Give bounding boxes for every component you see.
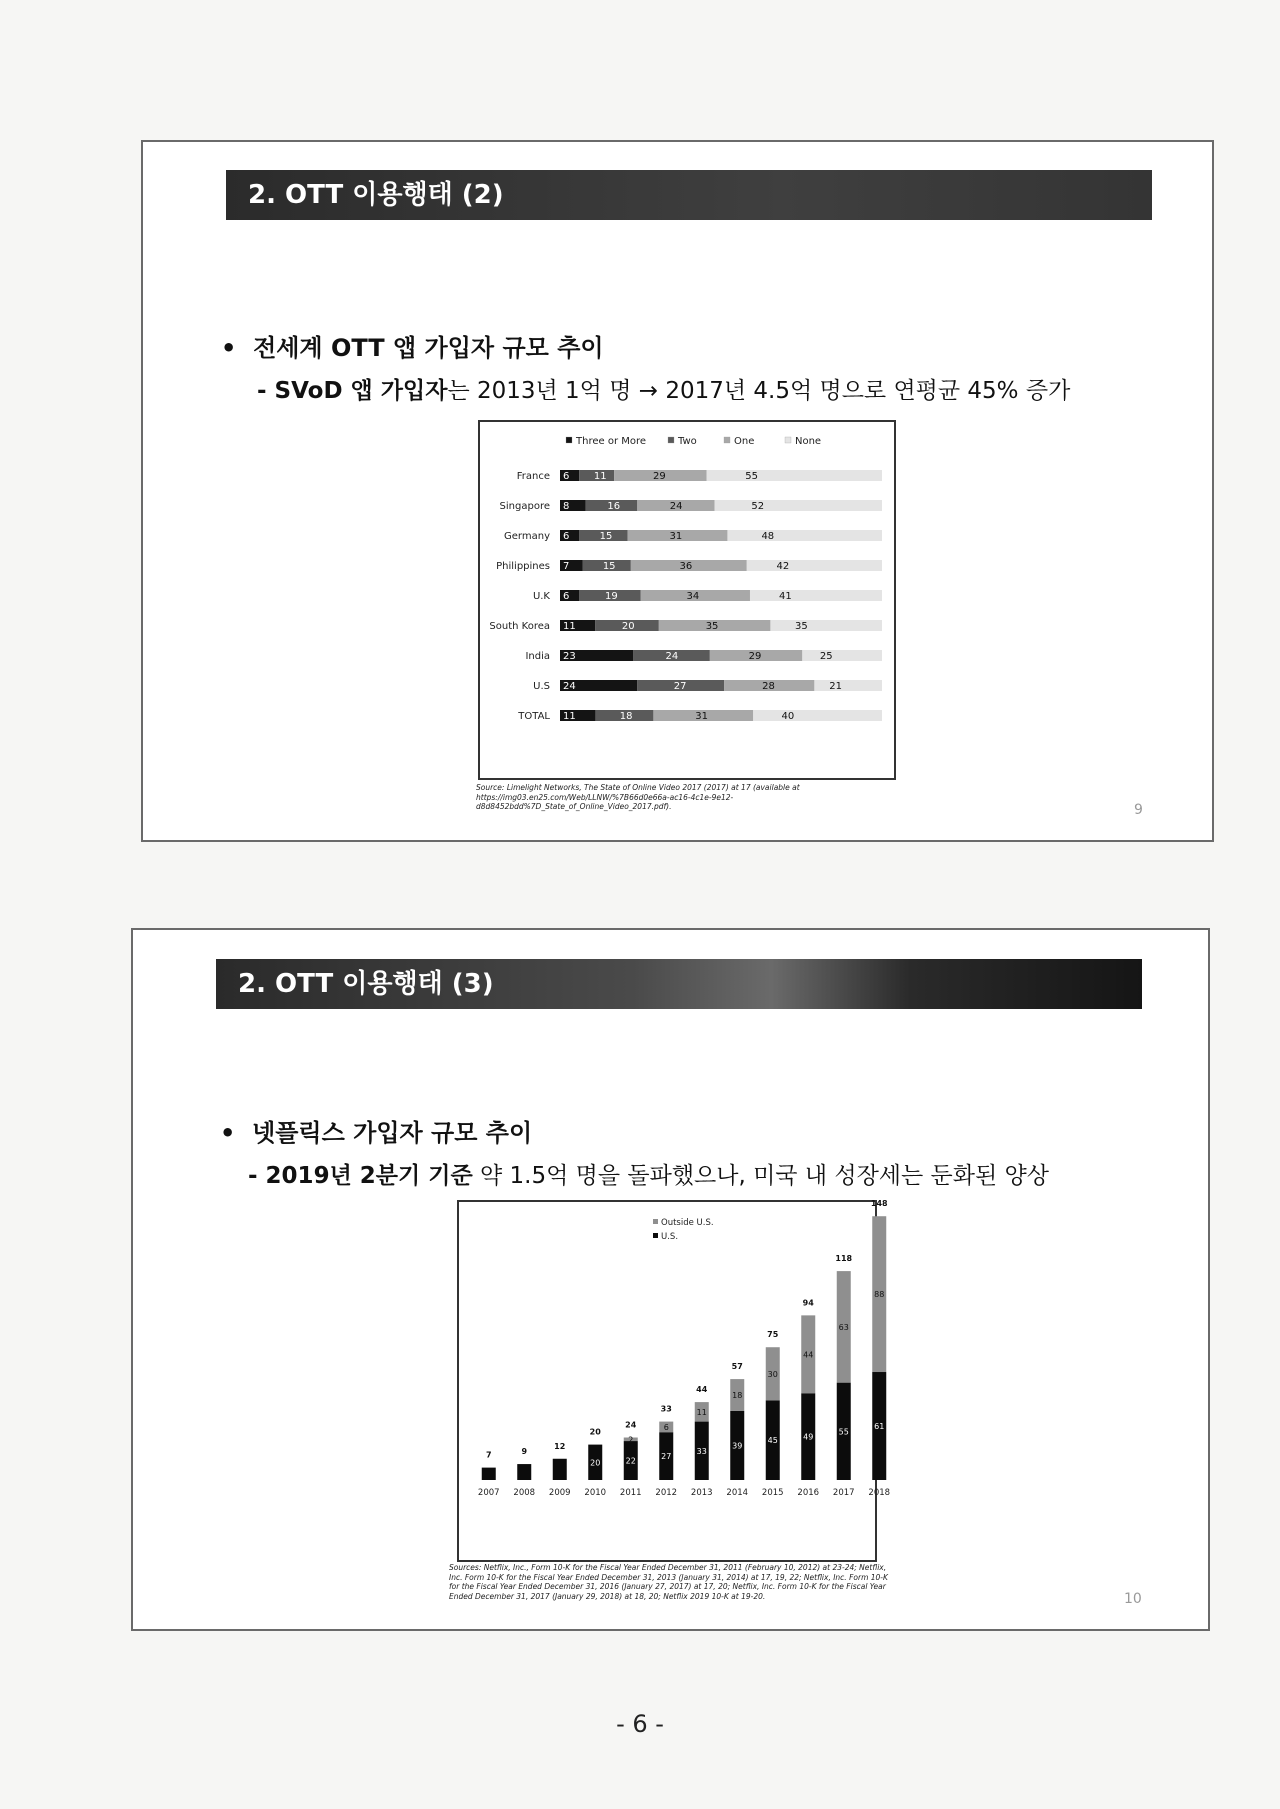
outside-us-label: 44	[803, 1350, 814, 1360]
slide-page-number: 9	[1134, 802, 1143, 818]
sub-point-bold: - SVoD 앱 가입자	[257, 378, 448, 404]
legend-label: None	[795, 436, 822, 447]
legend-swatch	[566, 437, 572, 443]
total-label: 20	[589, 1427, 601, 1437]
bar-segment	[753, 710, 882, 721]
legend-swatch	[653, 1233, 658, 1238]
us-label: 45	[767, 1436, 778, 1446]
data-label: 15	[602, 561, 616, 572]
legend-swatch	[785, 437, 791, 443]
outside-us-label: 18	[732, 1391, 743, 1401]
us-label: 20	[590, 1458, 601, 1468]
data-label: 8	[563, 501, 570, 512]
total-label: 75	[767, 1330, 779, 1340]
outside-us-label: 2	[628, 1435, 634, 1445]
category-label: Singapore	[499, 501, 550, 512]
total-label: 57	[731, 1362, 743, 1372]
data-label: 6	[563, 531, 570, 542]
data-label: 20	[621, 621, 635, 632]
data-label: 28	[762, 681, 775, 692]
data-label: 31	[695, 711, 709, 722]
data-label: 31	[669, 531, 683, 542]
data-label: 23	[563, 651, 576, 662]
data-label: 15	[599, 531, 613, 542]
slide-title: 2. OTT 이용행태 (3)	[216, 959, 1142, 1009]
bar-segment	[750, 590, 882, 601]
total-label: 44	[696, 1385, 708, 1395]
legend-swatch	[653, 1219, 658, 1224]
category-label: South Korea	[489, 621, 550, 632]
data-label: 29	[748, 651, 762, 662]
x-tick-label: 2014	[726, 1488, 749, 1498]
chart1-svg	[480, 422, 894, 778]
source-line: for the Fiscal Year Ended December 31, 2016 (January 27, 2017) at 17, 20; Netflix, Inc. Form 10-K for the Fiscal Year	[449, 1582, 886, 1591]
data-label: 55	[745, 471, 758, 482]
data-label: 29	[653, 471, 666, 482]
bar-segment	[802, 650, 882, 661]
us-label: 49	[803, 1432, 814, 1442]
data-label: 25	[819, 651, 833, 662]
x-tick-label: 2012	[655, 1488, 678, 1498]
outside-us-label: 6	[663, 1422, 669, 1432]
total-label: 94	[802, 1298, 814, 1308]
x-tick-label: 2015	[761, 1488, 784, 1498]
bar-us	[482, 1468, 496, 1480]
us-label: 33	[696, 1446, 707, 1456]
source-line: Sources: Netflix, Inc., Form 10-K for the Fiscal Year Ended December 31, 2011 (February 10, 2012) at 23-24; Netflix,	[449, 1563, 887, 1572]
slide-ott-usage-3	[131, 928, 1210, 1631]
bar-segment	[814, 680, 882, 691]
us-label: 27	[661, 1452, 672, 1462]
chart-netflix-subscribers	[457, 1199, 891, 1562]
sub-point	[248, 1157, 1049, 1190]
x-tick-label: 2018	[868, 1488, 891, 1498]
us-label: 61	[874, 1422, 885, 1432]
data-label: 24	[563, 681, 576, 692]
source-line: Ended December 31, 2017 (January 29, 2018) at 18, 20; Netflix 2019 10-K at 19-20.	[449, 1591, 766, 1601]
data-label: 11	[563, 621, 576, 632]
outside-us-label: 11	[696, 1407, 707, 1417]
data-label: 11	[593, 471, 607, 482]
legend-label: Outside U.S.	[661, 1218, 714, 1228]
total-label: 9	[521, 1447, 528, 1457]
data-label: 48	[761, 531, 775, 542]
total-label: 148	[870, 1199, 888, 1209]
source-line: https://img03.en25.com/Web/LLNW/%7B66d0e66a-ac16-4c1e-9e12-	[476, 792, 734, 802]
data-label: 7	[563, 561, 570, 572]
slide-ott-usage-2	[141, 140, 1214, 842]
sub-point-text: 약 1.5억 명을 돌파했으나, 미국 내 성장세는 둔화된 양상	[472, 1163, 1049, 1189]
data-label: 6	[563, 591, 570, 602]
data-label: 21	[829, 681, 842, 692]
bullet-dot: •	[220, 1119, 253, 1147]
category-label: France	[516, 471, 550, 482]
data-label: 41	[779, 591, 792, 602]
category-label: India	[525, 651, 550, 662]
bullet-heading	[220, 1113, 532, 1148]
data-label: 6	[563, 471, 570, 482]
outside-us-label: 63	[838, 1322, 849, 1332]
slide-title: 2. OTT 이용행태 (2)	[226, 170, 1152, 220]
bullet-heading	[221, 328, 604, 363]
legend-label: One	[734, 436, 755, 447]
data-label: 27	[673, 681, 687, 692]
x-tick-label: 2017	[832, 1488, 855, 1498]
total-label: 12	[554, 1441, 566, 1451]
total-label: 7	[485, 1450, 492, 1460]
x-tick-label: 2007	[477, 1488, 500, 1498]
bullet-text: 넷플릭스 가입자 규모 추이	[252, 1119, 533, 1147]
sub-point	[257, 372, 1070, 405]
category-label: U.K	[532, 591, 550, 602]
bar-segment	[707, 470, 882, 481]
sub-point-bold: - 2019년 2분기 기준	[248, 1163, 473, 1189]
data-label: 34	[686, 591, 700, 602]
legend-swatch	[724, 437, 730, 443]
x-tick-label: 2008	[513, 1488, 536, 1498]
outside-us-label: 30	[767, 1369, 778, 1379]
bar-segment	[747, 560, 882, 571]
category-label: TOTAL	[518, 711, 550, 722]
chart-source	[449, 1563, 888, 1601]
legend-swatch	[668, 437, 674, 443]
data-label: 19	[605, 591, 618, 602]
category-label: Philippines	[496, 561, 550, 572]
sub-point-text: 는 2013년 1억 명 → 2017년 4.5억 명으로 연평균 45% 증가	[447, 378, 1071, 404]
total-label: 118	[835, 1254, 853, 1264]
page-footer: - 6 -	[616, 1710, 664, 1738]
x-tick-label: 2011	[619, 1488, 642, 1498]
data-label: 18	[619, 711, 633, 722]
bullet-text: 전세계 OTT 앱 가입자 규모 추이	[253, 334, 604, 362]
bar-segment	[770, 620, 882, 631]
data-label: 40	[781, 711, 795, 722]
category-label: Germany	[504, 531, 550, 542]
chart-source	[476, 783, 800, 812]
chart2-svg	[459, 1199, 891, 1560]
outside-us-label: 88	[874, 1290, 885, 1300]
us-label: 39	[732, 1441, 743, 1451]
chart-app-subscriptions	[478, 420, 896, 780]
data-label: 35	[794, 621, 808, 632]
source-line: Source: Limelight Networks, The State of Online Video 2017 (2017) at 17 (available at	[476, 783, 800, 792]
legend-label: Two	[678, 436, 697, 447]
us-label: 22	[625, 1456, 636, 1466]
x-tick-label: 2013	[690, 1488, 713, 1498]
x-tick-label: 2010	[584, 1488, 607, 1498]
data-label: 16	[607, 501, 621, 512]
x-tick-label: 2016	[797, 1488, 820, 1498]
slide-page-number: 10	[1124, 1591, 1142, 1607]
x-tick-label: 2009	[548, 1488, 571, 1498]
bar-segment	[727, 530, 882, 541]
source-line: Inc. Form 10-K for the Fiscal Year Ended December 31, 2013 (January 31, 2014) at 17, 19, 22; Netflix, Inc. Form 10-K	[449, 1572, 888, 1582]
us-label: 55	[838, 1427, 849, 1437]
total-label: 24	[625, 1420, 637, 1430]
bar-segment	[715, 500, 882, 511]
legend-label: U.S.	[661, 1232, 679, 1242]
data-label: 24	[665, 651, 679, 662]
data-label: 36	[679, 561, 693, 572]
source-line: d8d8452bdd%7D_State_of_Online_Video_2017.pdf).	[476, 802, 672, 811]
data-label: 42	[776, 561, 790, 572]
data-label: 24	[669, 501, 683, 512]
data-label: 35	[705, 621, 719, 632]
bar-us	[553, 1459, 567, 1480]
data-label: 11	[563, 711, 576, 722]
bar-us	[517, 1464, 531, 1480]
data-label: 52	[751, 501, 765, 512]
bullet-dot: •	[221, 334, 254, 362]
legend-label: Three or More	[576, 436, 647, 447]
total-label: 33	[660, 1404, 672, 1414]
category-label: U.S	[533, 681, 550, 692]
